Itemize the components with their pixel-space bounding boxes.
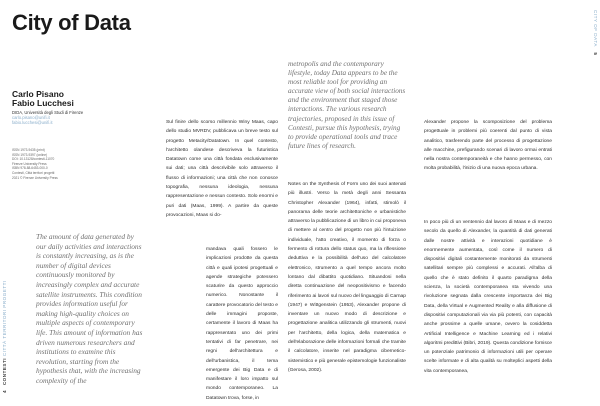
page-number: 4 bbox=[2, 389, 7, 393]
paragraph: Notes on the Synthesis of Form uno dei suoi antenati più illustri. Verso la metà degli anni Sessanta Christopher Alexander (1964), infatti, stimolò il panorama delle teorie architettoniche e urbanistiche attraverso la pubblicazione di un libro in cui proponeva di mettere al centro del progetto non più l'intuizione individuale, l'atto creativo, il momento di forza o fermento di rottura dello status quo, ma la riflessione deduttiva e la possibilità dell'uso del calcolatore elettronico, strumento a quel tempo ancora molto lontano dal dibattito quotidiano. Situandosi nella diretta continuazione del neopositivismo e facendo riferimento ai lavori sul nuovo del linguaggio di Carnap (1947) e Wittgenstein (1953), Alexander propone di inventare un nuovo modo di descrizione e progettazione analitica utilizzando gli strumenti, nuovi per l'architetto, della logica, della matematica e dell'elaborazione delle informazioni formali che tramite il calcolatore, inserite nel paradigma cibernetico-sistemistico e più generale epistemologie funzionaliste (Gerosa, 2002). bbox=[288, 182, 406, 373]
paragraph: In poco più di un ventennio dal lavoro di Maas e di mezzo secolo da quello di Alexander, la quantità di dati generati dalle nostre attività e interazioni quotidiane è enormemente aumentata, così come il numero di dispositivi digitali costantemente monitorati da strumenti satellitari sempre più complessi e accurati. All'alba di quello che è stato definito il quarto paradigma della scienza, la società contemporanea sta vivendo una rivoluzione segnata dalla crescente importanza dei Big Data, della Virtual e Augmented Reality e alla diffusione di dispositivi computazionali via via più potenti, con capacità anche prossime a quelle umane, ovvero la cosiddetta Artificial Intelligence e Machine Learning ed i relativi algoritmi predittivi (Bibri, 2019). Questa condizione fornisce un potenziale patrimonio di informazioni utili per operare scelte informate e di alta qualità su molteplici aspetti della vita contemporanea, bbox=[424, 220, 552, 374]
meta-line: ISSN 1973-9397 (online) bbox=[12, 152, 48, 157]
page-number: 5 bbox=[593, 52, 598, 56]
author-name: Fabio Lucchesi bbox=[12, 98, 74, 108]
running-title: CITY OF DATA bbox=[593, 10, 598, 47]
left-running-footer bbox=[2, 280, 7, 393]
meta-line: ISSN 1973-9435 (print) bbox=[12, 148, 45, 152]
paragraph: Alexander propone la scomposizione del problema progettuale in problemi più coerenti dal punto di vista analitico, trasferendo parte del processo di progettazione alle macchine, prefigurando scenari di lavoro ormai entrati nella nostra contemporaneità e che hanno permesso, con molta probabilità, l'inizio di una nuova epoca urbana. bbox=[424, 120, 552, 172]
author-email[interactable]: carlo.pisano@unifi.it bbox=[12, 115, 50, 120]
author-name: Carlo Pisano bbox=[12, 89, 64, 99]
paragraph: mandava quali fossero le implicazioni prodotte da questa città e quali ipotesi progettuali e agende strategiche potessero scaturire da questo approccio numerico. Nonostante il carattere provocatorio del testo e delle immagini proposte, certamente il lavoro di Maas ha rappresentato uno dei primi tentativi di far penetrare, nei regni dell'architettura e dell'urbanistica, il tema emergente dei Big Data e di manifestare il loro impatto sul mondo contemporaneo. La Datatown trova, forse, in bbox=[206, 247, 278, 401]
meta-line: Firenze University Press bbox=[12, 161, 47, 166]
meta-line: ISBN 978-88-6453-000-0 bbox=[12, 166, 48, 171]
body-column-3-continued bbox=[424, 218, 552, 376]
journal-name: CONTESTI bbox=[2, 357, 7, 386]
body-column-2 bbox=[288, 180, 406, 375]
body-column-1-continued bbox=[206, 245, 278, 403]
right-running-header bbox=[593, 10, 598, 58]
journal-subtitle: CITTÀ TERRITORI PROGETTI bbox=[2, 280, 7, 357]
affiliation-dept: DIDA, Università degli Studi di Firenze bbox=[12, 110, 84, 115]
publication-meta bbox=[12, 148, 92, 180]
abstract-quote-left: The amount of data generated by our daily activities and interactions is constantly increasing, as is the number of digital devices continuously monitored by increasingly complex and accurate satellite instruments. This condition provides information useful for making high-quality choices on multiple aspects of contemporary life. This amount of information has driven numerous researchers and institutions to examine this revolution, starting from the hypothesis that, with the increasing complexity of the bbox=[36, 232, 143, 385]
paragraph: Sul finire dello scorso millennio Winy Maas, capo dello studio MVRDV, pubblicava un breve testo sul progetto Metacity/Datatown. In quel contesto, l'architetto olandese descriveva la futuristica Datatown come una città fondata esclusivamente sui dati; una città descrivibile solo attraverso il flusso di informazioni; una città che non conosce topografia, nessuna ideologia, nessuna rappresentazione e nessun contesto. Solo enormi e puri dati (Maas, 1999). A partire da queste provocazioni, Maas si do- bbox=[166, 120, 278, 218]
author-block bbox=[12, 90, 112, 108]
article-title: City of Data bbox=[12, 10, 131, 35]
meta-line: 2021 © Firenze University Press bbox=[12, 175, 58, 180]
meta-line: Contesti, Città territori progetti bbox=[12, 170, 55, 175]
abstract-quote-top: metropolis and the contemporary lifestyle, today Data appears to be the most reliable tool for providing an accurate view of both social interactions and the environment that staged those interactions. The various research trajectories, proposed in this issue of Contesti, pursue this hypothesis, trying to provide operational tools and trace future lines of research. bbox=[288, 60, 406, 150]
affiliation bbox=[12, 110, 102, 125]
meta-line: DOI: 10.13128/contesti-11070 bbox=[12, 157, 55, 162]
body-column-1 bbox=[166, 118, 278, 220]
body-column-3 bbox=[424, 118, 552, 174]
author-email[interactable]: fabio.lucchesi@unifi.it bbox=[12, 120, 53, 125]
